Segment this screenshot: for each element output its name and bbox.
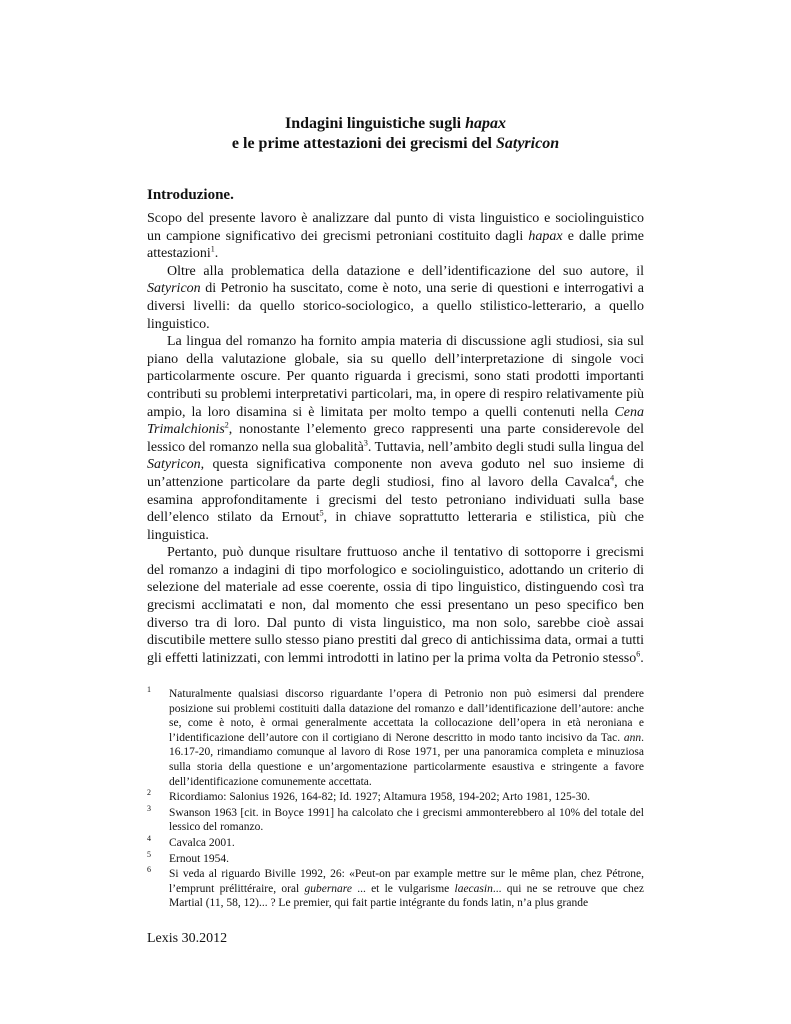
footnote-3 — [147, 803, 644, 835]
title-line-1 — [0, 114, 791, 134]
p3-text-f: , questa significativa componente non aveva goduto nel suo insieme di un’attenzione particolare da parte degli studiosi, fino al lavoro della Cavalca — [147, 457, 644, 490]
body-text — [147, 210, 644, 667]
footnote-6-text-c: ... et le vulgarisme — [351, 882, 455, 895]
footnote-5-text: Ernout 1954. — [169, 852, 230, 865]
p3-text-h: , in chiave soprattutto letteraria e stilistica, più che linguistica. — [147, 510, 644, 543]
p1-italic: hapax — [528, 228, 563, 244]
p1-text-c: e dalle prime attestazioni — [147, 228, 644, 262]
p1-text-d: . — [214, 246, 219, 262]
footnote-ref-4[interactable]: 4 — [610, 473, 615, 483]
footnote-6-text-e: ... qui ne se retrouve que chez Martial (11, 58, 12)... ? Le premier, qui fait partie intégrante du fonds latin, n’a plus grande — [169, 882, 645, 910]
footnote-1-text-a: Naturalmente qualsiasi discorso riguardante l’opera di Petronio non può esimersi dal prendere posizione sui problemi costituiti dalla datazione del romanzo e dall’identificazione dell’autore: anche se, come è noto, è ormai generalmente accettata la collocazione dell’opera in età neroniana e l’identificazione dell’autore con il cortigiano di Nerone descritto in modo tanto incisivo da Tac. — [169, 688, 644, 744]
p3-text-d: . Tuttavia, nell’ambito degli studi sulla lingua del — [367, 439, 644, 455]
footnote-ref-6[interactable]: 6 — [636, 649, 641, 659]
footnote-2 — [147, 790, 644, 805]
footnote-3-text: Swanson 1963 [cit. in Boyce 1991] ha calcolato che i grecismi ammonterebbero al 10% del totale del lessico del romanzo. — [169, 806, 644, 834]
footnote-1 — [147, 687, 644, 789]
footnote-number: 6 — [147, 865, 151, 875]
p2-text-c: di Petronio ha suscitato, come è noto, una serie di questioni e interrogativi a diversi livelli: da quello storico-sociologico, a quello stilistico-letterario, a quello linguistico. — [147, 281, 644, 332]
footnote-4 — [147, 833, 644, 851]
p2-italic: Satyricon — [147, 281, 201, 297]
p3-text-g: , che esamina approfonditamente i grecismi del testo petroniano individuati sulla base dell’elenco stilato da Ernout — [147, 474, 644, 526]
footnotes — [147, 687, 644, 912]
title-line-1-italic: hapax — [465, 115, 506, 132]
footnote-4-text: Cavalca 2001. — [169, 836, 235, 849]
article-title — [0, 114, 791, 154]
p3-text-c: , nonostante l’elemento greco rappresenti una parte considerevole del lessico del romanzo nella sua globalità — [147, 422, 644, 455]
journal-footer: Lexis 30.2012 — [147, 931, 228, 946]
section-heading: Introduzione. — [147, 187, 234, 203]
title-line-2 — [0, 134, 791, 154]
paragraph-2 — [147, 263, 644, 333]
footnote-6-italic-d: laecasin — [454, 882, 493, 895]
title-line-2-text: e le prime attestazioni dei grecismi del — [231, 135, 496, 152]
p3-text-a: La lingua del romanzo ha fornito ampia materia di discussione agli studiosi, sia sul piano della valutazione globale, sia su quello dell’interpretazione di singole voci particolarmente oscure. Per quanto riguarda i grecismi, sono stati prodotti importanti contributi su problemi interpretativi particolari, ma, in opere di respiro relativamente più ampio, la loro disamina si è limitata per molto tempo a quelli contenuti nella — [147, 334, 644, 420]
paragraph-1 — [147, 210, 644, 263]
footnote-ref-2[interactable]: 2 — [224, 420, 229, 430]
footnote-ref-1[interactable]: 1 — [210, 244, 215, 254]
footnote-6 — [147, 867, 644, 911]
p1-text-a: Scopo del presente lavoro è analizzare dal punto di vista linguistico e sociolinguistico un campione significativo dei grecismi petroniani costituito dagli — [147, 211, 644, 244]
footnote-1-italic: ann — [623, 731, 642, 744]
footnote-5 — [147, 849, 644, 867]
footnote-number: 1 — [147, 685, 151, 694]
p4-text-b: . — [640, 650, 644, 666]
footnote-ref-3[interactable]: 3 — [363, 438, 368, 448]
title-line-1-text: Indagini linguistiche sugli — [285, 115, 466, 132]
p3-italic-e: Satyricon — [147, 457, 201, 473]
footnote-number: 3 — [147, 803, 151, 813]
paragraph-3 — [147, 333, 644, 544]
footnote-ref-5[interactable]: 5 — [319, 508, 324, 518]
p2-text-a: Oltre alla problematica della datazione e dell’identificazione del suo autore, il — [167, 263, 644, 279]
footnote-2-text: Ricordiamo: Salonius 1926, 164-82; Id. 1927; Altamura 1958, 194-202; Arto 1981, 125-30. — [169, 791, 590, 804]
footnote-1-text-c: . 16.17-20, rimandiamo comunque al lavoro di Rose 1971, per una panoramica completa e minuziosa sulla storia della questione e un’argomentazione particolarmente esaustiva e stringente a favore dell’identificazione comunemente accettata. — [169, 731, 644, 788]
paragraph-4 — [147, 544, 644, 667]
p4-text-a: Pertanto, può dunque risultare fruttuoso anche il tentativo di sottoporre i grecismi del romanzo a indagini di tipo morfologico e sociolinguistico, adottando un criterio di selezione del materiale ad esse coerente, ossia di tipo linguistico, distinguendo così tra grecismi acclimatati e non, dal momento che essi presentano un peso specifico ben diverso tra di loro. Dal punto di vista linguistico, ma non solo, sarebbe cioè assai discutibile mettere sullo stesso piano prestiti dal greco di antichissima data, ormai a tutti gli effetti latinizzati, con lemmi introdotti in latino per la prima volta da Petronio stesso — [147, 545, 644, 666]
footnote-number: 2 — [147, 788, 151, 798]
p3-italic-b: Cena Trimalchionis — [147, 404, 644, 438]
title-line-2-italic: Satyricon — [495, 135, 560, 152]
footnote-6-italic-b: gubernare — [304, 882, 352, 895]
footnote-number: 4 — [147, 833, 151, 843]
footnote-number: 5 — [147, 849, 151, 859]
footnote-6-text-a: Si veda al riguardo Biville 1992, 26: «Peut-on par example mettre sur le même plan, chez Pétrone, l’emprunt prélittéraire, oral — [169, 868, 644, 895]
